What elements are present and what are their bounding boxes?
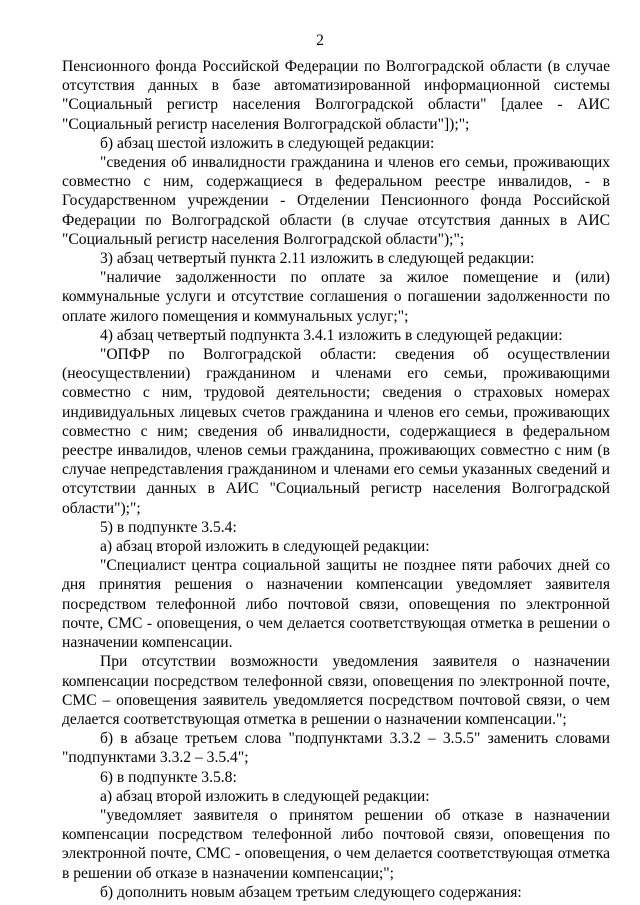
paragraph-continuation: Пенсионного фонда Российской Федерации по Волгоградской области (в случае отсутствия данных в базе автоматизированной информационной системы "Социальный регистр населения Волгоградской области" [далее - АИС "Социальный регистр населения Волгоградской области"]);"; <box>62 58 610 133</box>
paragraph-amendment-6: 6) в подпункте 3.5.8: <box>100 768 237 786</box>
paragraph-quote-refusal: "уведомляет заявителя о принятом решении об отказе в назначении компенсации посредством телефонной либо почтовой связи, оповещения по электронной почте, СМС - оповещения, о чем делается соответствующая отметка в решении об отказе в назначении компенсации;"; <box>62 806 610 882</box>
paragraph-quote-specialist: "Специалист центра социальной защиты не позднее пяти рабочих дней со дня принятия решения о назначении компенсации уведомляет заявителя посредством телефонной либо почтовой связи, оповещения по электронной почте, СМС - оповещения, о чем делается соответствующая отметка в решении о назначении компенсации. <box>62 557 610 652</box>
paragraph-amendment-4: 4) абзац четвертый подпункта 3.4.1 изложить в следующей редакции: <box>100 326 563 344</box>
paragraph-quote-notification: При отсутствии возможности уведомления заявителя о назначении компенсации посредством телефонной связи, оповещения по электронной почте, СМС – оповещения заявитель уведомляется посредством почтовой связи, о чем делается соответствующая отметка в решении о назначении компенсации."; <box>62 653 610 728</box>
page-number: 2 <box>316 32 324 49</box>
paragraph-amendment-6b: б) дополнить новым абзацем третьим следующего содержания: <box>100 883 522 901</box>
paragraph-amendment-6a: а) абзац второй изложить в следующей редакции: <box>100 787 430 805</box>
paragraph-amendment-5a: а) абзац второй изложить в следующей редакции: <box>100 538 430 556</box>
document-body <box>62 57 610 902</box>
paragraph-amendment-3: 3) абзац четвертый пункта 2.11 изложить в следующей редакции: <box>100 250 535 268</box>
paragraph-amendment-5: 5) в подпункте 3.5.4: <box>100 518 237 536</box>
paragraph-quote-disability: "сведения об инвалидности гражданина и членов его семьи, проживающих совместно с ним, содержащиеся в федеральном реестре инвалидов, - в Государственном учреждении - Отделении Пенсионного фонда Российской Федерации по Волгоградской области (в случае отсутствия данных в АИС "Социальный регистр населения Волгоградской области");"; <box>62 154 610 248</box>
paragraph-amendment-b: б) абзац шестой изложить в следующей редакции: <box>100 134 435 152</box>
paragraph-quote-debt: "наличие задолженности по оплате за жилое помещение и (или) коммунальные услуги и отсутствие соглашения о погашении задолженности по оплате жилого помещения и коммунальных услуг;"; <box>62 269 610 325</box>
paragraph-amendment-5b: б) в абзаце третьем слова "подпунктами 3.3.2 – 3.5.5" заменить словами "подпунктами 3.3.2 – 3.5.4"; <box>62 730 610 767</box>
paragraph-quote-opfr: "ОПФР по Волгоградской области: сведения об осуществлении (неосуществлении) гражданином и членами его семьи, проживающими совместно с ним, трудовой деятельности; сведения о страховых номерах индивидуальных лицевых счетов гражданина и членов его семьи, проживающих совместно с ним; сведения об инвалидности, содержащиеся в федеральном реестре инвалидов, членов семьи гражданина, проживающих совместно с ним (в случае непредставления гражданином и членами его семьи указанных сведений и отсутствии данных в АИС "Социальный регистр населения Волгоградской области");"; <box>62 346 610 517</box>
